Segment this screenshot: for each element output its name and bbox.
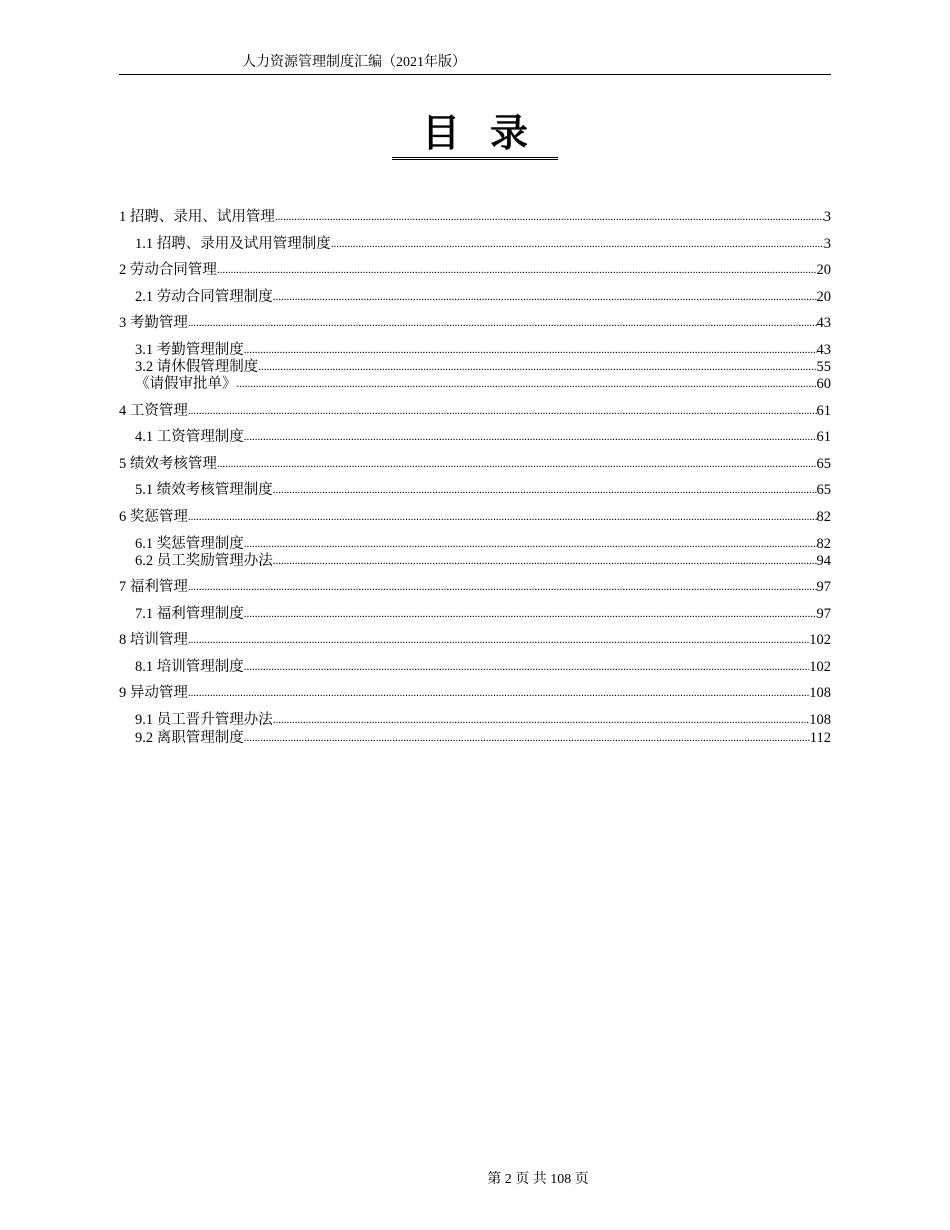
toc-entry[interactable] bbox=[135, 535, 831, 553]
toc-dot-leader bbox=[188, 633, 809, 647]
toc-entry[interactable] bbox=[135, 729, 831, 747]
toc-dot-leader bbox=[217, 457, 817, 471]
toc-entry-label: 8 培训管理 bbox=[119, 632, 188, 648]
toc-entry[interactable] bbox=[119, 314, 831, 332]
toc-entry-page: 97 bbox=[816, 606, 831, 622]
toc-entry-label: 1.1 招聘、录用及试用管理制度 bbox=[135, 236, 331, 252]
toc-entry-page: 3 bbox=[823, 236, 831, 252]
toc-entry-page: 3 bbox=[823, 209, 831, 225]
toc-dot-leader bbox=[273, 713, 810, 727]
toc-entry-page: 82 bbox=[816, 509, 831, 525]
toc-entry-page: 102 bbox=[809, 632, 831, 648]
toc-entry[interactable] bbox=[135, 658, 831, 676]
toc-dot-leader bbox=[331, 237, 824, 251]
toc-dot-leader bbox=[188, 580, 817, 594]
toc-entry-page: 55 bbox=[816, 359, 831, 375]
toc-entry[interactable] bbox=[135, 552, 831, 570]
toc-entry[interactable] bbox=[135, 428, 831, 446]
toc-dot-leader bbox=[244, 607, 817, 621]
toc-entry-label: 6 奖惩管理 bbox=[119, 509, 188, 525]
toc-entry-page: 108 bbox=[809, 712, 831, 728]
toc-entry[interactable] bbox=[135, 375, 831, 393]
toc-entry-page: 65 bbox=[816, 482, 831, 498]
toc-entry[interactable] bbox=[119, 208, 831, 226]
toc-entry-page: 61 bbox=[816, 403, 831, 419]
toc-dot-leader bbox=[188, 686, 809, 700]
toc-entry-label: 3.1 考勤管理制度 bbox=[135, 342, 244, 358]
toc-entry[interactable] bbox=[135, 358, 831, 376]
toc-dot-leader bbox=[275, 210, 824, 224]
toc-dot-leader bbox=[273, 290, 817, 304]
toc-entry-label: 8.1 培训管理制度 bbox=[135, 659, 244, 675]
toc-entry[interactable] bbox=[135, 711, 831, 729]
toc-dot-leader bbox=[188, 316, 817, 330]
toc-entry[interactable] bbox=[135, 481, 831, 499]
toc-entry-label: 《请假审批单》 bbox=[135, 376, 237, 392]
toc-entry[interactable] bbox=[135, 605, 831, 623]
toc-entry-page: 61 bbox=[816, 429, 831, 445]
toc-entry[interactable] bbox=[135, 235, 831, 253]
toc-entry-label: 6.2 员工奖励管理办法 bbox=[135, 553, 273, 569]
toc-dot-leader bbox=[188, 510, 817, 524]
page-footer bbox=[0, 1171, 950, 1189]
toc-entry[interactable] bbox=[119, 455, 831, 473]
toc-entry-page: 43 bbox=[816, 315, 831, 331]
toc-dot-leader bbox=[237, 377, 817, 391]
toc-entry-page: 97 bbox=[816, 579, 831, 595]
toc-entry-label: 5 绩效考核管理 bbox=[119, 456, 217, 472]
toc-entry-label: 2 劳动合同管理 bbox=[119, 262, 217, 278]
toc-entry[interactable] bbox=[119, 261, 831, 279]
toc-entry[interactable] bbox=[119, 508, 831, 526]
toc-entry-page: 43 bbox=[816, 342, 831, 358]
toc-entry-page: 20 bbox=[816, 262, 831, 278]
toc-dot-leader bbox=[188, 404, 817, 418]
toc-dot-leader bbox=[273, 483, 817, 497]
toc-entry-label: 3.2 请休假管理制度 bbox=[135, 359, 259, 375]
toc-entry-page: 20 bbox=[816, 289, 831, 305]
toc-entry-label: 7.1 福利管理制度 bbox=[135, 606, 244, 622]
toc-entry-label: 9.1 员工晋升管理办法 bbox=[135, 712, 273, 728]
toc-entry[interactable] bbox=[119, 578, 831, 596]
toc-entry[interactable] bbox=[135, 341, 831, 359]
toc-entry-page: 60 bbox=[816, 376, 831, 392]
toc-entry[interactable] bbox=[135, 288, 831, 306]
toc-dot-leader bbox=[258, 360, 816, 374]
toc-dot-leader bbox=[244, 537, 817, 551]
toc-dot-leader bbox=[244, 343, 817, 357]
toc-dot-leader bbox=[273, 554, 817, 568]
toc-entry-label: 3 考勤管理 bbox=[119, 315, 188, 331]
toc-dot-leader bbox=[244, 660, 810, 674]
toc-entry-page: 94 bbox=[816, 553, 831, 569]
toc-entry-label: 6.1 奖惩管理制度 bbox=[135, 536, 244, 552]
toc-dot-leader bbox=[244, 731, 810, 745]
toc-entry-page: 82 bbox=[816, 536, 831, 552]
page-header bbox=[119, 52, 831, 75]
toc-entry-page: 65 bbox=[816, 456, 831, 472]
toc-entry[interactable] bbox=[119, 631, 831, 649]
toc-entry-page: 112 bbox=[809, 730, 831, 746]
toc-title-block bbox=[0, 112, 950, 160]
header-title: 人力资源管理制度汇编（2021年版） bbox=[242, 55, 466, 70]
toc-entry-label: 4.1 工资管理制度 bbox=[135, 429, 244, 445]
toc-entry-page: 102 bbox=[809, 659, 831, 675]
toc-title: 目录 bbox=[392, 112, 558, 160]
toc-entry-label: 7 福利管理 bbox=[119, 579, 188, 595]
toc-entry-label: 4 工资管理 bbox=[119, 403, 188, 419]
page-number: 第 2 页 共 108 页 bbox=[487, 1172, 589, 1187]
toc-entry-label: 2.1 劳动合同管理制度 bbox=[135, 289, 273, 305]
toc-entry-label: 9.2 离职管理制度 bbox=[135, 730, 244, 746]
toc-dot-leader bbox=[244, 430, 817, 444]
toc-entry-label: 9 异动管理 bbox=[119, 685, 188, 701]
toc-entry-label: 1 招聘、录用、试用管理 bbox=[119, 209, 275, 225]
toc-dot-leader bbox=[217, 263, 817, 277]
toc-entry-label: 5.1 绩效考核管理制度 bbox=[135, 482, 273, 498]
toc-entry-page: 108 bbox=[809, 685, 831, 701]
toc-entry[interactable] bbox=[119, 684, 831, 702]
toc-entry[interactable] bbox=[119, 402, 831, 420]
